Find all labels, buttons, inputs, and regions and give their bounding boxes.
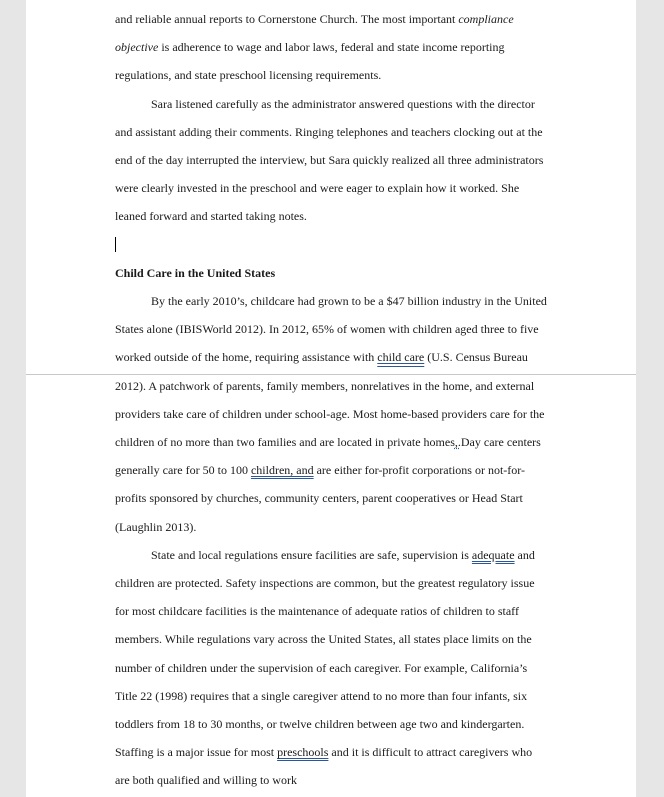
text-run: are either for-profit corporations or not-for-profits sponsored by churches, community centers, parent cooperatives or Head Start (Laughlin 2013). bbox=[115, 463, 526, 534]
grammar-flag[interactable]: ,. bbox=[454, 435, 461, 450]
section-heading: Child Care in the United States bbox=[115, 265, 276, 280]
text-run: and it is difficult to attract caregivers who are both qualified and willing to work bbox=[115, 745, 533, 788]
italic-run: compliance objective bbox=[115, 12, 514, 55]
text-run: is adherence to wage and labor laws, federal and state income reporting regulations, and state preschool licensing requirements. bbox=[115, 40, 505, 83]
paragraph-reports bbox=[115, 5, 547, 90]
text-run: and reliable annual reports to Cornerstone Church. The most important bbox=[115, 12, 459, 26]
grammar-flag[interactable]: preschools bbox=[277, 745, 329, 760]
text-run: Day care centers generally care for 50 to 100 bbox=[115, 435, 541, 478]
text-run: By the early 2010’s, childcare had grown to be a $47 billion industry in the United States alone (IBISWorld 2012). In 2012, 65% of women with children aged three to five worked outside of the home, requiring assistance with bbox=[115, 294, 547, 365]
text-run: (U.S. Census Bureau 2012). A patchwork of parents, family members, nonrelatives in the home, and external providers take care of children under school-age. Most home-based providers care for the children of no more than two families and are located in private homes bbox=[115, 350, 545, 450]
text-run: State and local regulations ensure facilities are safe, supervision is bbox=[151, 547, 472, 562]
grammar-flag[interactable]: child care bbox=[377, 350, 425, 365]
text-run: and children are protected. Safety inspections are common, but the greatest regulatory issue for most childcare facilities is the maintenance of adequate ratios of children to staff members. While regulations vary across the United States, all states place limits on the number of children under the supervision of each caregiver. For example, California’s Title 22 (1998) requires that a single caregiver attend to no more than four infants, six toddlers from 18 to 30 months, or twelve children between age two and kindergarten. Staffing is a major issue for most bbox=[115, 547, 535, 760]
grammar-flag[interactable]: adequate bbox=[471, 547, 515, 562]
grammar-flag[interactable]: children, and bbox=[250, 463, 314, 478]
empty-line[interactable] bbox=[115, 231, 547, 259]
paragraph-childcare bbox=[115, 287, 547, 541]
paragraph-regulations bbox=[115, 541, 547, 795]
text-cursor bbox=[115, 237, 116, 252]
paragraph-sara: Sara listened carefully as the administrator answered questions with the director and assistant adding their comments. Ringing telephones and teachers clocking out at the end of the day interrupted the interview, but Sara quickly realized all three administrators were clearly invested in the preschool and were eager to explain how it worked. She leaned forward and started taking notes. bbox=[115, 96, 544, 224]
document-body[interactable] bbox=[115, 5, 547, 795]
